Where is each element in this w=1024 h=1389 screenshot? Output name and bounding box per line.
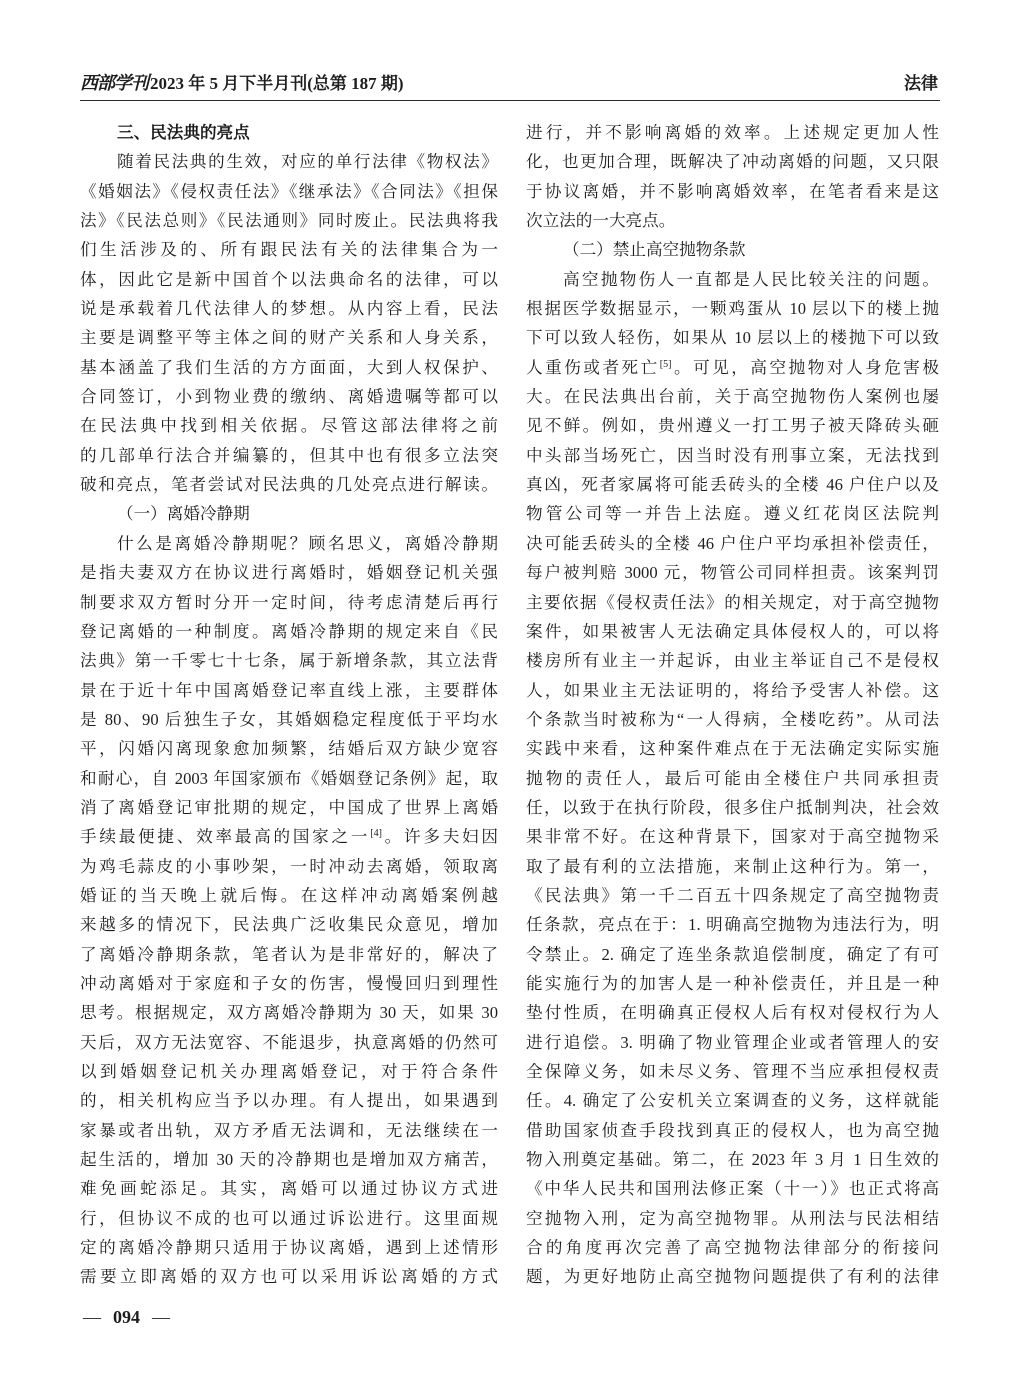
text-line: 根据医学数据显示，一颗鸡蛋从 10 层以下的楼上抛: [526, 299, 939, 319]
text-line: 了离婚冷静期条款，笔者认为是非常好的，解决了: [80, 944, 498, 964]
section-label: 法律: [904, 74, 938, 94]
text-line: 景在于近十年中国离婚登记率直线上涨，主要群体: [80, 680, 498, 700]
text-line: 以到婚姻登记机关办理离婚登记，对于符合条件: [80, 1062, 498, 1081]
text-line: 实践中来看，这种案件难点在于无法确定实际实施: [526, 739, 939, 759]
text-line: 于协议离婚，并不影响离婚效率，在笔者看来是这: [526, 181, 939, 201]
text-line: 在民法典中找到相关依据。尽管这部法律将之前: [80, 416, 498, 436]
text-line: 每户被判赔 3000 元，物管公司同样担责。该案判罚: [526, 563, 939, 583]
text-line: 次立法的一大亮点。: [526, 211, 676, 231]
text-line: 见不鲜。例如，贵州遵义一打工男子被天降砖头砸: [526, 416, 939, 436]
text-line: 思考。根据规定，双方离婚冷静期为 30 天，如果 30: [80, 1003, 498, 1023]
text-line: 空抛物入刑，定为高空抛物罪。从刑法与民法相结: [526, 1208, 939, 1228]
subsection-heading: （二）禁止高空抛物条款: [563, 240, 746, 260]
text-line: 和耐心，自 2003 年国家颁布《婚姻登记条例》起，取: [80, 768, 498, 788]
text-line: 的几部单行法合并编纂的，但其中也有很多立法突: [80, 445, 498, 465]
text-line: 《民法典》第一千二百五十四条规定了高空抛物责: [526, 885, 939, 905]
text-line: 法》《民法总则》《民法通则》同时废止。民法典将我: [80, 211, 498, 231]
text-line: 令禁止。2. 确定了连坐条款追偿制度，确定了有可: [526, 944, 939, 964]
text-line: 大。在民法典出台前，关于高空抛物伤人案例也屡: [526, 387, 939, 407]
text-line: 法典》第一千零七十七条，属于新增条款，其立法背: [80, 651, 498, 671]
text-line: 进行追偿。3. 明确了物业管理企业或者管理人的安: [526, 1032, 939, 1052]
text-line: 任，以致于在执行阶段，很多住户抵制判决，社会效: [526, 797, 939, 817]
text-line: 《中华人民共和国刑法修正案（十一）》也正式将高: [526, 1179, 939, 1199]
footer-dash-right: —: [152, 1307, 170, 1327]
text-line: 是指夫妻双方在协议进行离婚时，婚姻登记机关强: [80, 563, 498, 583]
page-number: 094: [113, 1307, 140, 1327]
text-line: 们生活涉及的、所有跟民法有关的法律集合为一: [80, 240, 498, 260]
text-line: 案件，如果被害人无法确定具体侵权人的，可以将: [526, 621, 939, 641]
text-line: 天后，双方无法宽容、不能退步，执意离婚的仍然可: [80, 1032, 498, 1052]
text-line: 是 80、90 后独生子女，其婚姻稳定程度低于平均水: [80, 709, 498, 729]
text-line: 制要求双方暂时分开一定时间，待考虑清楚后再行: [80, 592, 498, 612]
text-line: 主要是调整平等主体之间的财产关系和人身关系，: [80, 328, 498, 348]
text-line: 需要立即离婚的双方也可以采用诉讼离婚的方式: [80, 1267, 498, 1287]
text-line: 借助国家侦查手段找到真正的侵权人，也为高空抛: [526, 1120, 939, 1140]
text-line: 能实施行为的加害人是一种补偿责任，并且是一种: [526, 973, 939, 993]
text-line: 物管公司等一并告上法庭。遵义红花岗区法院判: [526, 504, 939, 524]
text-line: 登记离婚的一种制度。离婚冷静期的规定来自《民: [80, 621, 498, 641]
text-line: 体，因此它是新中国首个以法典命名的法律，可以: [80, 269, 498, 289]
text-line: 高空抛物伤人一直都是人民比较关注的问题。: [563, 269, 939, 289]
text-line: 破和亮点，笔者尝试对民法典的几处亮点进行解读。: [80, 475, 498, 495]
text-line: 婚证的当天晚上就后悔。在这样冲动离婚案例越: [80, 885, 498, 905]
text-line: 个条款当时被称为“一人得病，全楼吃药”。从司法: [526, 709, 939, 729]
text-line: 垫付性质，在明确真正侵权人后有权对侵权行为人: [526, 1003, 939, 1023]
text-line: 合的角度再次完善了高空抛物法律部分的衔接问: [526, 1238, 939, 1258]
text-line: 什么是离婚冷静期呢？顾名思义，离婚冷静期: [117, 533, 498, 553]
text-line: 平，闪婚闪离现象愈加频繁，结婚后双方缺少宽容: [80, 739, 498, 759]
left-column: [80, 118, 498, 1292]
running-header: [80, 72, 404, 96]
text-line: 人重伤或者死亡[5]。可见，高空抛物对人身危害极: [526, 357, 939, 377]
text-line: 消了离婚登记审批期的规定，中国成了世界上离婚: [80, 797, 498, 817]
citation-marker: [4]: [370, 828, 382, 840]
text-line: 决可能丢砖头的全楼 46 户住户平均承担补偿责任，: [526, 533, 939, 553]
text-line: 抛物的责任人，最后可能由全楼住户共同承担责: [526, 768, 939, 788]
text-line: 下可以致人轻伤，如果从 10 层以上的楼抛下可以致: [526, 328, 939, 348]
text-line: 任条款，亮点在于：1. 明确高空抛物为违法行为，明: [526, 915, 939, 935]
text-line: 的，相关机构应当予以办理。有人提出，如果遇到: [80, 1091, 498, 1111]
text-line: 行，但协议不成的也可以通过诉讼进行。这里面规: [80, 1208, 498, 1228]
text-line: 为鸡毛蒜皮的小事吵架，一时冲动去离婚，领取离: [80, 856, 498, 876]
text-line: 楼房所有业主一并起诉，由业主举证自己不是侵权: [526, 651, 939, 671]
text-line: 取了最有利的立法措施，来制止这种行为。第一，: [526, 856, 939, 876]
right-column: [526, 118, 939, 1292]
text-line: 家暴或者出轨，双方矛盾无法调和，无法继续在一: [80, 1120, 498, 1140]
text-line: 真凶，死者家属将可能丢砖头的全楼 46 户住户以及: [526, 475, 939, 495]
text-line: 《婚姻法》《侵权责任法》《继承法》《合同法》《担保: [80, 181, 498, 201]
footer-dash-left: —: [83, 1307, 101, 1327]
text-line: 全保障义务，如未尽义务、管理不当应承担侵权责: [526, 1062, 939, 1081]
text-line: 主要依据《侵权责任法》的相关规定，对于高空抛物: [526, 592, 939, 612]
text-line: 人，如果业主无法证明的，将给予受害人补偿。这: [526, 680, 939, 700]
subsection-heading: （一）离婚冷静期: [117, 504, 250, 524]
text-line: 进行，并不影响离婚的效率。上述规定更加人性: [526, 123, 939, 142]
text-line: 说是承载着几代法律人的梦想。从内容上看，民法: [80, 299, 498, 319]
header-rule: [80, 100, 940, 101]
text-line: 果非常不好。在这种背景下，国家对于高空抛物采: [526, 827, 939, 847]
text-line: 来越多的情况下，民法典广泛收集民众意见，增加: [80, 915, 498, 935]
section-heading: 三、民法典的亮点: [117, 123, 250, 142]
text-line: 手续最便捷、效率最高的国家之一[4]。许多夫妇因: [80, 827, 498, 847]
text-line: 随着民法典的生效，对应的单行法律《物权法》: [117, 152, 498, 172]
text-line: 题，为更好地防止高空抛物问题提供了有利的法律: [526, 1267, 939, 1287]
page-footer: [83, 1304, 170, 1330]
text-line: 化，也更加合理，既解决了冲动离婚的问题，又只限: [526, 152, 939, 172]
issue-info: 2023 年 5 月下半月刊(总第 187 期): [150, 74, 404, 93]
text-line: 难免画蛇添足。其实，离婚可以通过协议方式进: [80, 1179, 498, 1199]
citation-marker: [5]: [659, 358, 672, 370]
text-line: 物入刑奠定基础。第二，在 2023 年 3 月 1 日生效的: [526, 1150, 939, 1170]
text-line: 任。4. 确定了公安机关立案调查的义务，这样就能: [526, 1091, 939, 1111]
journal-logo: 西部学刊: [80, 73, 148, 94]
text-line: 基本涵盖了我们生活的方方面面，大到人权保护、: [80, 357, 498, 377]
text-line: 冲动离婚对于家庭和子女的伤害，慢慢回归到理性: [80, 973, 498, 993]
text-line: 起生活的，增加 30 天的冷静期也是增加双方痛苦，: [80, 1150, 498, 1170]
text-line: 合同签订，小到物业费的缴纳、离婚遗嘱等都可以: [80, 387, 498, 407]
text-line: 中头部当场死亡，因当时没有刑事立案，无法找到: [526, 445, 939, 465]
text-line: 定的离婚冷静期只适用于协议离婚，遇到上述情形: [80, 1238, 498, 1258]
